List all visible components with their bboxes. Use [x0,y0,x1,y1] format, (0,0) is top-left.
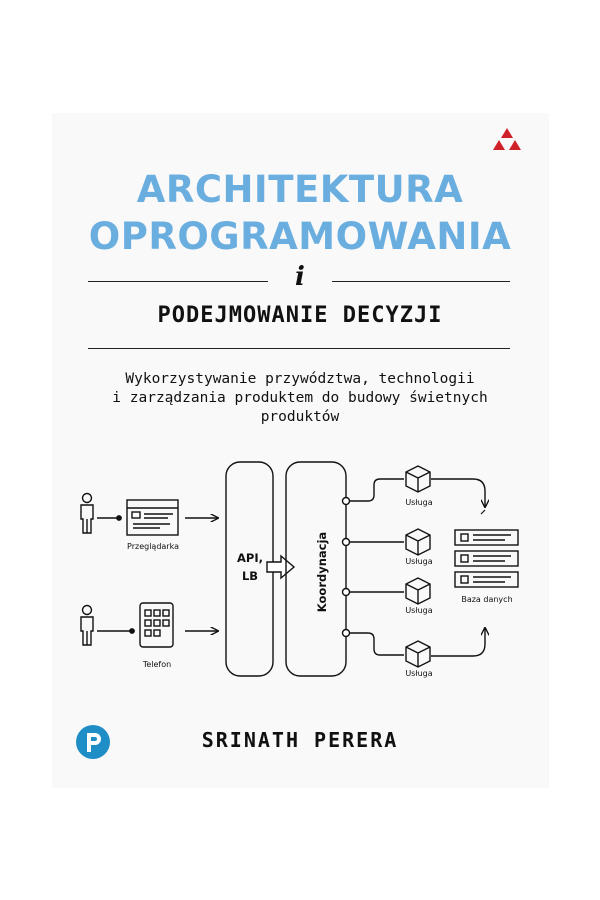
tagline-line-3: produktów [260,409,340,425]
title-conjunction: i [295,262,305,292]
service-label: Usługa [405,557,433,566]
service-label: Usługa [405,498,433,507]
coordination-label: Koordynacja [315,531,329,613]
title-line-1: ARCHITEKTURA [136,168,464,211]
title-line-2: OPROGRAMOWANIA [88,215,512,258]
service-label: Usługa [405,606,433,615]
gateway-label-line-1: API, [237,551,263,565]
tagline-line-1: Wykorzystywanie przywództwa, technologii [125,371,475,387]
database-label: Baza danych [461,595,513,604]
author-name: SRINATH PERERA [201,728,399,752]
service-label: Usługa [405,669,433,678]
tagline-line-2: i zarządzania produktem do budowy świetnych [112,390,488,406]
client-label-browser: Przeglądarka [127,542,179,551]
gateway-label-line-2: LB [241,569,259,583]
subtitle: PODEJMOWANIE DECYZJI [157,303,443,328]
client-label-phone: Telefon [142,660,172,669]
